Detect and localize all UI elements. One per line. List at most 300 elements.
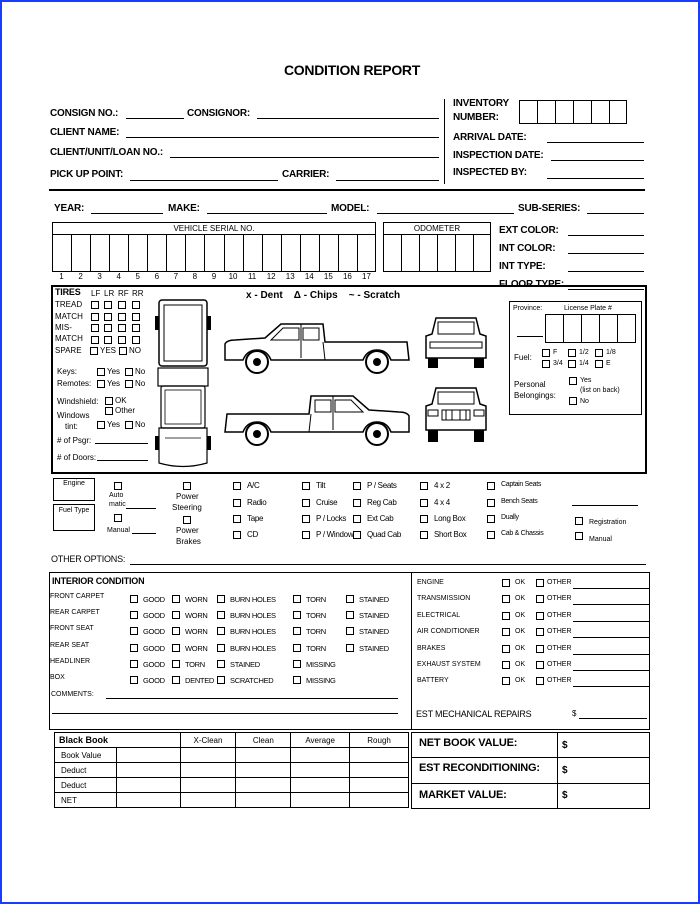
option-checkbox[interactable] (233, 531, 241, 539)
windshield-other-label: Other (115, 406, 136, 415)
table-cell[interactable] (291, 778, 350, 793)
interior-option-label: STAINED (359, 595, 389, 604)
remotes-label: Remotes: (57, 379, 92, 388)
truck-front-view-icon (422, 384, 490, 444)
spare-yes-checkbox[interactable] (90, 347, 98, 355)
interior-checkbox[interactable] (130, 644, 138, 652)
mechanical-ok-checkbox[interactable] (502, 661, 510, 669)
interior-checkbox[interactable] (217, 660, 225, 668)
pick-up-point-label: PICK UP POINT: (50, 169, 124, 180)
interior-checkbox[interactable] (172, 660, 180, 668)
tires-label: TIRES (55, 287, 81, 297)
tire-checkbox[interactable] (104, 336, 112, 344)
mechanical-other-label: OTHER (547, 644, 572, 652)
int-color-field[interactable] (568, 253, 644, 254)
inspected-by-field[interactable] (547, 178, 644, 179)
inventory-label-2: NUMBER: (453, 112, 499, 123)
vin-cell-divider (224, 235, 225, 272)
table-header-cell: Average (291, 733, 350, 748)
interior-option-label: BURN HOLES (230, 611, 276, 621)
option-checkbox[interactable] (420, 482, 428, 490)
option-label: Radio (247, 498, 267, 507)
tint-yes-checkbox[interactable] (97, 421, 105, 429)
floor-type-label: FLOOR TYPE: (499, 279, 565, 290)
mechanical-other-field[interactable] (573, 670, 650, 671)
interior-row-label: HEADLINER (50, 657, 91, 665)
interior-checkbox[interactable] (130, 676, 138, 684)
damage-legend: x - Dent Δ - Chips ~ - Scratch (246, 290, 401, 301)
vin-digit-number: 15 (323, 272, 333, 281)
tire-checkbox[interactable] (91, 336, 99, 344)
table-cell[interactable] (236, 748, 291, 763)
table-cell[interactable] (180, 778, 236, 793)
interior-checkbox[interactable] (293, 595, 301, 603)
interior-option-label: GOOD (143, 676, 165, 685)
table-cell[interactable] (291, 748, 350, 763)
option-checkbox[interactable] (487, 499, 495, 507)
automatic-checkbox[interactable] (114, 482, 122, 490)
vin-digit-number: 3 (97, 272, 102, 281)
mechanical-ok-checkbox[interactable] (502, 612, 510, 620)
client-unit-loan-field[interactable] (170, 157, 439, 158)
spare-no-checkbox[interactable] (119, 347, 127, 355)
tire-checkbox[interactable] (132, 301, 140, 309)
interior-checkbox[interactable] (293, 676, 301, 684)
mechanical-ok-label: OK (515, 677, 526, 685)
vin-digit-number: 2 (78, 272, 83, 281)
vin-digit-number: 16 (342, 272, 352, 281)
mismatch-label: MATCH (55, 334, 83, 343)
interior-checkbox[interactable] (172, 676, 180, 684)
mechanical-row-label: EXHAUST SYSTEM (417, 661, 481, 668)
mechanical-other-checkbox[interactable] (536, 661, 544, 669)
interior-checkbox[interactable] (217, 611, 225, 619)
vin-cell-divider (243, 235, 244, 272)
option-label: P / Seats (367, 481, 397, 490)
interior-checkbox[interactable] (346, 595, 354, 603)
comments-field-1[interactable] (106, 698, 398, 699)
keys-yes-label: Yes (107, 367, 121, 376)
option-label: Quad Cab (367, 530, 402, 539)
fuel-14-checkbox[interactable] (568, 360, 576, 368)
est-mechanical-field[interactable] (579, 718, 647, 719)
doors-label: # of Doors: (57, 453, 97, 462)
option-checkbox[interactable] (302, 482, 310, 490)
manual-field[interactable] (132, 533, 156, 534)
option-label: P / Locks (316, 514, 347, 523)
psgr-field[interactable] (95, 443, 148, 444)
interior-row-label: FRONT SEAT (50, 625, 94, 633)
option-label: Cruise (316, 498, 338, 507)
fuel-type-label: Fuel Type (58, 507, 90, 514)
sub-series-label: SUB-SERIES: (518, 203, 581, 214)
mechanical-other-checkbox[interactable] (536, 628, 544, 636)
interior-checkbox[interactable] (346, 627, 354, 635)
mechanical-other-checkbox[interactable] (536, 677, 544, 685)
values-row-divider-2 (411, 783, 650, 784)
interior-option-label: BURN HOLES (230, 643, 276, 653)
net-book-value-label: NET BOOK VALUE: (419, 737, 518, 749)
tint-no-checkbox[interactable] (125, 421, 133, 429)
interior-option-label: DENTED (185, 676, 215, 685)
option-checkbox[interactable] (302, 499, 310, 507)
option-label: P / Window (316, 530, 354, 539)
mechanical-other-field[interactable] (573, 654, 650, 655)
tread-label: TREAD (55, 300, 83, 309)
fuel-12-checkbox[interactable] (568, 349, 576, 357)
fuel-label: Fuel: (514, 353, 532, 362)
fuel-34-checkbox[interactable] (542, 360, 550, 368)
interior-option-label: STAINED (359, 643, 389, 653)
interior-option-label: GOOD (143, 643, 165, 653)
table-cell[interactable] (350, 778, 409, 793)
interior-checkbox[interactable] (130, 611, 138, 619)
inspected-by-label: INSPECTED BY: (453, 167, 527, 178)
interior-heading: INTERIOR CONDITION (52, 576, 145, 586)
option-checkbox[interactable] (353, 515, 361, 523)
model-label: MODEL: (331, 203, 370, 214)
engine-label: Engine (63, 480, 85, 487)
interior-checkbox[interactable] (172, 627, 180, 635)
vin-label-line (52, 234, 376, 235)
power-steering-checkbox[interactable] (183, 482, 191, 490)
interior-option-label: BURN HOLES (230, 595, 276, 604)
table-cell[interactable] (350, 748, 409, 763)
vin-cell-divider (185, 235, 186, 272)
inspection-date-label: INSPECTION DATE: (453, 150, 544, 161)
power-steering-label-2: Steering (172, 503, 202, 512)
client-name-label: CLIENT NAME: (50, 127, 120, 138)
mechanical-other-field[interactable] (573, 588, 650, 589)
mechanical-row-label: ELECTRICAL (417, 611, 461, 619)
net-book-value-dollar: $ (562, 740, 568, 751)
table-cell[interactable] (116, 763, 180, 778)
ext-color-field[interactable] (568, 235, 644, 236)
interior-option-label: WORN (185, 627, 208, 637)
vin-label: VEHICLE SERIAL NO. (173, 224, 255, 233)
odometer-cell-divider (419, 235, 420, 272)
interior-checkbox[interactable] (346, 644, 354, 652)
vin-digit-number: 9 (211, 272, 217, 281)
tire-checkbox[interactable] (118, 336, 126, 344)
interior-option-label: BURN HOLES (230, 627, 276, 637)
manual-checkbox[interactable] (114, 514, 122, 522)
license-plate-boxes[interactable] (545, 314, 636, 343)
inspection-date-field[interactable] (551, 160, 644, 161)
fuel-12-label: 1/2 (579, 349, 589, 356)
option-checkbox[interactable] (487, 531, 495, 539)
vin-digit-number: 14 (304, 272, 314, 281)
option-checkbox[interactable] (487, 482, 495, 490)
tire-checkbox[interactable] (91, 313, 99, 321)
fuel-14-label: 1/4 (579, 360, 589, 367)
option-checkbox[interactable] (233, 515, 241, 523)
registration-checkbox[interactable] (575, 517, 583, 525)
manual-label: Manual (107, 527, 130, 534)
vin-digit-number: 10 (228, 272, 238, 281)
vin-cell-divider (204, 235, 205, 272)
inventory-label-1: INVENTORY (453, 98, 509, 109)
tire-checkbox[interactable] (118, 313, 126, 321)
mechanical-ok-checkbox[interactable] (502, 628, 510, 636)
comments-field-2[interactable] (52, 713, 398, 714)
license-plate-label: License Plate # (564, 305, 612, 312)
tire-checkbox[interactable] (132, 324, 140, 332)
remotes-no-checkbox[interactable] (125, 380, 133, 388)
consign-no-field[interactable] (126, 118, 184, 119)
mechanical-ok-checkbox[interactable] (502, 579, 510, 587)
table-cell[interactable] (180, 793, 236, 808)
mechanical-ok-checkbox[interactable] (502, 677, 510, 685)
interior-checkbox[interactable] (130, 660, 138, 668)
option-label: Dually (501, 514, 519, 521)
tire-pos-rr: RR (132, 289, 144, 298)
interior-option-label: GOOD (143, 611, 165, 621)
interior-option-label: STAINED (230, 659, 260, 669)
truck-top-view-icon (155, 298, 211, 470)
mechanical-other-field[interactable] (573, 621, 650, 622)
option-checkbox[interactable] (420, 499, 428, 507)
truck-side-view-right-icon (221, 392, 413, 448)
mechanical-ok-label: OK (515, 628, 526, 636)
vin-cell-divider (262, 235, 263, 272)
mechanical-other-checkbox[interactable] (536, 579, 544, 587)
est-reconditioning-label: EST RECONDITIONING: (419, 762, 540, 774)
power-brakes-checkbox[interactable] (183, 516, 191, 524)
option-checkbox[interactable] (302, 515, 310, 523)
belongings-no-checkbox[interactable] (569, 397, 577, 405)
tire-checkbox[interactable] (91, 301, 99, 309)
doors-field[interactable] (97, 460, 148, 461)
table-cell[interactable] (116, 793, 180, 808)
option-checkbox[interactable] (233, 499, 241, 507)
interior-option-label: MISSING (306, 659, 336, 669)
remotes-yes-label: Yes (107, 379, 121, 388)
personal-label-1: Personal (514, 380, 546, 389)
manual-reg-checkbox[interactable] (575, 532, 583, 540)
vin-digit-number: 11 (247, 272, 257, 281)
int-type-field[interactable] (568, 271, 644, 272)
mechanical-other-label: OTHER (547, 661, 572, 668)
interior-option-label: TORN (306, 611, 326, 621)
interior-checkbox[interactable] (293, 660, 301, 668)
arrival-date-field[interactable] (547, 142, 644, 143)
table-cell[interactable] (236, 778, 291, 793)
interior-option-label: STAINED (359, 627, 389, 637)
keys-yes-checkbox[interactable] (97, 368, 105, 376)
windows-label: Windows (57, 411, 90, 420)
tire-checkbox[interactable] (132, 336, 140, 344)
values-col-divider (557, 732, 558, 809)
tire-checkbox[interactable] (91, 324, 99, 332)
fuel-18-label: 1/8 (606, 349, 616, 356)
table-cell[interactable] (350, 793, 409, 808)
vin-digit-number: 1 (59, 272, 64, 281)
vin-cell-divider (71, 235, 72, 272)
interior-checkbox[interactable] (293, 611, 301, 619)
tire-checkbox[interactable] (104, 324, 112, 332)
table-cell[interactable] (236, 793, 291, 808)
table-cell[interactable] (291, 763, 350, 778)
make-field[interactable] (207, 213, 327, 214)
mechanical-other-label: OTHER (547, 628, 572, 636)
interior-option-label: TORN (306, 643, 326, 653)
option-checkbox[interactable] (302, 531, 310, 539)
interior-checkbox[interactable] (172, 644, 180, 652)
belongings-yes-checkbox[interactable] (569, 377, 577, 385)
table-header-cell: Rough (350, 733, 409, 748)
inventory-number-boxes[interactable] (519, 100, 627, 124)
bench-seats-field[interactable] (572, 505, 638, 506)
tire-checkbox[interactable] (118, 324, 126, 332)
sub-series-field[interactable] (587, 213, 644, 214)
interior-checkbox[interactable] (130, 595, 138, 603)
interior-option-label: STAINED (359, 611, 389, 621)
windshield-other-checkbox[interactable] (105, 407, 113, 415)
option-label: 4 x 4 (434, 498, 450, 507)
option-checkbox[interactable] (233, 482, 241, 490)
option-label: Long Box (434, 514, 466, 523)
interior-checkbox[interactable] (217, 676, 225, 684)
model-field[interactable] (377, 213, 514, 214)
tire-checkbox[interactable] (118, 301, 126, 309)
interior-option-label: TORN (306, 595, 326, 604)
option-label: Reg Cab (367, 498, 397, 507)
year-label: YEAR: (54, 203, 85, 214)
option-label: Short Box (434, 530, 467, 539)
fuel-e-checkbox[interactable] (595, 360, 603, 368)
interior-checkbox[interactable] (346, 611, 354, 619)
year-field[interactable] (91, 213, 163, 214)
option-label: 4 x 2 (434, 481, 450, 490)
tire-checkbox[interactable] (104, 301, 112, 309)
vin-cell-divider (128, 235, 129, 272)
interior-option-label: WORN (185, 611, 208, 621)
remotes-yes-checkbox[interactable] (97, 380, 105, 388)
interior-checkbox[interactable] (172, 611, 180, 619)
mechanical-other-checkbox[interactable] (536, 612, 544, 620)
table-cell[interactable] (180, 748, 236, 763)
auto-label-1: Auto (109, 492, 124, 499)
option-checkbox[interactable] (353, 482, 361, 490)
fuel-18-checkbox[interactable] (595, 349, 603, 357)
interior-checkbox[interactable] (217, 644, 225, 652)
tire-pos-lf: LF (91, 289, 101, 298)
client-name-field[interactable] (126, 137, 439, 138)
power-brakes-label-2: Brakes (176, 537, 201, 546)
keys-no-label: No (135, 367, 146, 376)
odometer-cell-divider (437, 235, 438, 272)
table-cell[interactable] (291, 793, 350, 808)
mechanical-other-field[interactable] (573, 604, 650, 605)
mechanical-other-checkbox[interactable] (536, 645, 544, 653)
interior-checkbox[interactable] (130, 627, 138, 635)
arrival-date-label: ARRIVAL DATE: (453, 132, 527, 143)
fuel-f-checkbox[interactable] (542, 349, 550, 357)
vin-cell-divider (109, 235, 110, 272)
option-checkbox[interactable] (420, 531, 428, 539)
province-field[interactable] (517, 336, 543, 337)
truck-rear-view-icon (422, 314, 490, 370)
mechanical-ok-checkbox[interactable] (502, 645, 510, 653)
automatic-field[interactable] (126, 508, 156, 509)
consignor-field[interactable] (257, 118, 439, 119)
table-cell[interactable] (236, 763, 291, 778)
mechanical-other-label: OTHER (547, 579, 572, 586)
interior-option-label: TORN (185, 659, 205, 669)
table-row (55, 793, 409, 808)
vin-digit-number: 4 (116, 272, 121, 281)
vin-digit-number: 8 (192, 272, 198, 281)
mechanical-other-checkbox[interactable] (536, 595, 544, 603)
vin-cell-divider (147, 235, 148, 272)
option-label: Tape (247, 514, 264, 523)
interior-checkbox[interactable] (172, 595, 180, 603)
table-header-cell: Black Book (55, 733, 181, 748)
vin-digit-number: 6 (154, 272, 160, 281)
option-label: A/C (247, 481, 260, 490)
mechanical-other-field[interactable] (573, 686, 650, 687)
interior-checkbox[interactable] (217, 595, 225, 603)
vin-digit-number: 13 (285, 272, 295, 281)
consign-no-label: CONSIGN NO.: (50, 108, 119, 119)
option-checkbox[interactable] (487, 515, 495, 523)
carrier-field[interactable] (336, 180, 439, 181)
tire-checkbox[interactable] (104, 313, 112, 321)
vin-cell-divider (357, 235, 358, 272)
tire-checkbox[interactable] (132, 313, 140, 321)
carrier-label: CARRIER: (282, 169, 330, 180)
odometer-cell-divider (473, 235, 474, 272)
other-options-label: OTHER OPTIONS: (51, 554, 126, 564)
black-book-table (54, 732, 409, 808)
tint-yes-label: Yes (107, 420, 121, 429)
interior-option-label: GOOD (143, 659, 165, 669)
table-row-label: NET (55, 793, 117, 808)
other-options-field[interactable] (130, 564, 646, 565)
table-cell[interactable] (350, 763, 409, 778)
table-cell[interactable] (180, 763, 236, 778)
client-unit-loan-label: CLIENT/UNIT/LOAN NO.: (50, 147, 164, 158)
mechanical-row-label: AIR CONDITIONER (417, 628, 480, 636)
interior-row-label: REAR CARPET (50, 609, 100, 617)
mechanical-other-label: OTHER (547, 595, 572, 603)
table-header-cell: Clean (236, 733, 291, 748)
option-checkbox[interactable] (420, 515, 428, 523)
interior-checkbox[interactable] (293, 627, 301, 635)
table-cell[interactable] (116, 778, 180, 793)
mechanical-other-field[interactable] (573, 637, 650, 638)
tint-no-label: No (135, 420, 146, 429)
option-checkbox[interactable] (353, 531, 361, 539)
registration-label: Registration (589, 519, 627, 526)
interior-checkbox[interactable] (293, 644, 301, 652)
keys-no-checkbox[interactable] (125, 368, 133, 376)
vin-digit-number: 5 (135, 272, 140, 281)
windshield-ok-checkbox[interactable] (105, 397, 113, 405)
vin-digit-number: 17 (362, 272, 371, 281)
interior-checkbox[interactable] (217, 627, 225, 635)
tire-pos-lr: LR (104, 289, 115, 298)
mechanical-row-label: ENGINE (417, 579, 444, 586)
mechanical-ok-label: OK (515, 644, 526, 652)
mechanical-ok-checkbox[interactable] (502, 595, 510, 603)
mis-label: MIS- (55, 323, 72, 332)
spare-no-label: NO (129, 346, 141, 355)
pick-up-point-field[interactable] (130, 180, 278, 181)
option-checkbox[interactable] (353, 499, 361, 507)
table-cell[interactable] (116, 748, 180, 763)
